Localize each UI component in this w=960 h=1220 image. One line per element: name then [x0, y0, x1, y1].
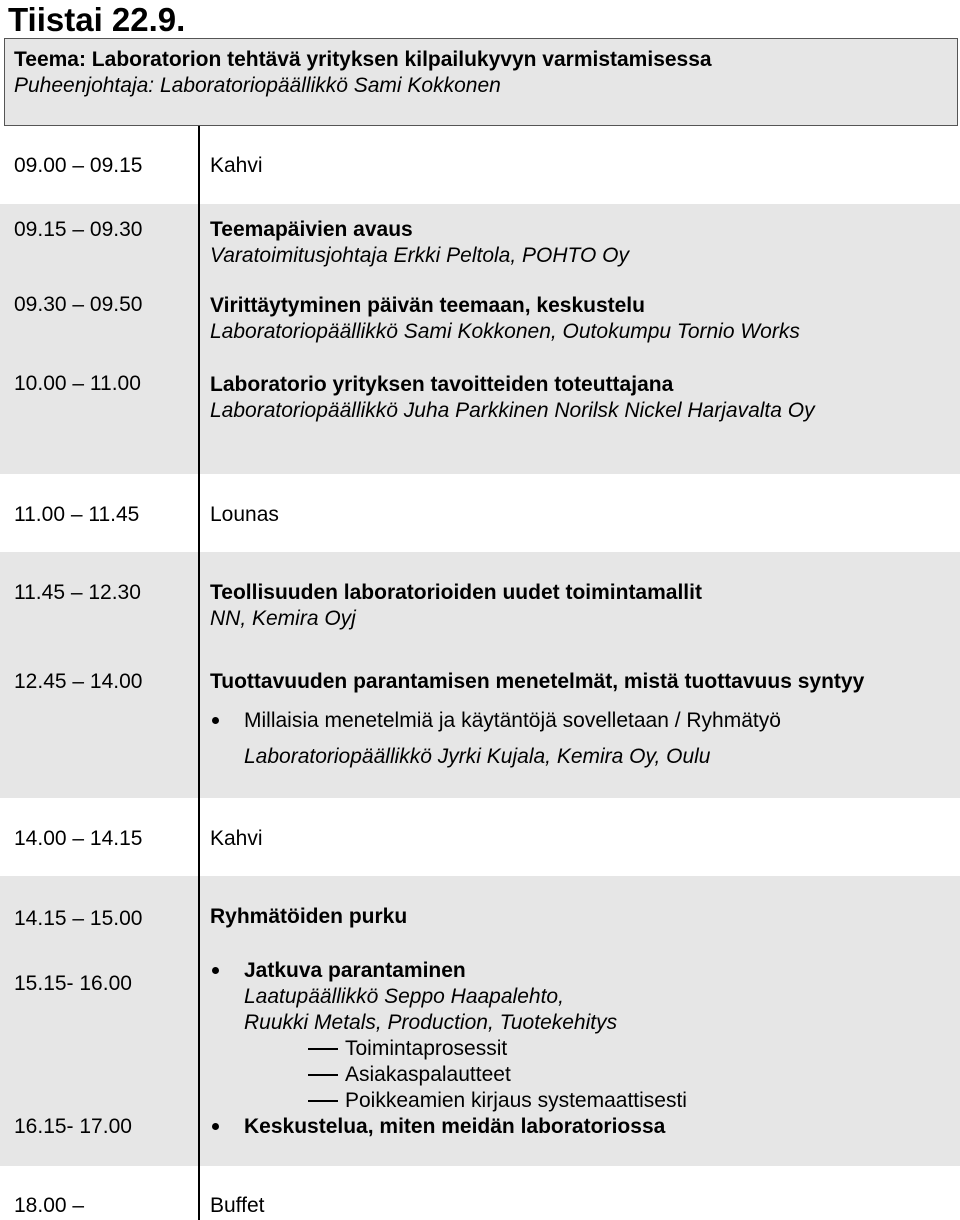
session-speaker: Varatoimitusjohtaja Erkki Peltola, POHTO Oy [210, 244, 629, 267]
dash-icon [308, 1074, 338, 1076]
sub-item: Asiakaspalautteet [345, 1063, 511, 1086]
session-title: Teemapäivien avaus [210, 218, 413, 241]
bullet-icon [212, 1123, 219, 1130]
session-title: Ryhmätöiden purku [210, 905, 408, 928]
time-label: 15.15- 16.00 [14, 972, 132, 995]
session-title: Kahvi [210, 827, 263, 850]
time-label: 09.00 – 09.15 [14, 154, 143, 177]
session-title: Buffet [210, 1194, 265, 1217]
bullet-icon [212, 967, 219, 974]
time-label: 12.45 – 14.00 [14, 670, 143, 693]
session-title: Tuottavuuden parantamisen menetelmät, mistä tuottavuus syntyy [210, 670, 865, 693]
time-label: 11.00 – 11.45 [14, 503, 140, 526]
time-label: 18.00 – [14, 1194, 85, 1217]
session-speaker: NN, Kemira Oyj [210, 607, 356, 630]
session-bullet-text: Jatkuva parantaminen [244, 959, 466, 982]
session-bullet-text: Keskustelua, miten meidän laboratoriossa [244, 1115, 666, 1138]
session-speaker: Ruukki Metals, Production, Tuotekehitys [244, 1011, 618, 1034]
session-title: Laboratorio yrityksen tavoitteiden toteuttajana [210, 373, 674, 396]
session-title: Teollisuuden laboratorioiden uudet toimintamallit [210, 581, 702, 604]
sub-item: Toimintaprosessit [345, 1037, 508, 1060]
theme-text: Teema: Laboratorion tehtävä yrityksen kilpailukyvyn varmistamisessa [14, 48, 712, 71]
time-label: 11.45 – 12.30 [14, 581, 141, 604]
chair-text: Puheenjohtaja: Laboratoriopäällikkö Sami Kokkonen [14, 74, 501, 97]
sub-item: Poikkeamien kirjaus systemaattisesti [345, 1089, 687, 1112]
dash-icon [308, 1048, 338, 1050]
time-label: 16.15- 17.00 [14, 1115, 132, 1138]
session-title: Virittäytyminen päivän teemaan, keskustelu [210, 294, 645, 317]
page-title: Tiistai 22.9. [8, 1, 186, 38]
session-title: Kahvi [210, 154, 263, 177]
session-speaker: Laboratoriopäällikkö Jyrki Kujala, Kemira Oy, Oulu [244, 745, 711, 768]
column-divider [198, 126, 200, 1220]
time-label: 09.30 – 09.50 [14, 293, 143, 316]
time-label: 09.15 – 09.30 [14, 218, 143, 241]
session-title: Lounas [210, 503, 279, 526]
bullet-icon [212, 717, 219, 724]
session-bullet-text: Millaisia menetelmiä ja käytäntöjä sovelletaan / Ryhmätyö [244, 709, 781, 732]
time-label: 10.00 – 11.00 [14, 372, 141, 395]
dash-icon [308, 1100, 338, 1102]
session-speaker: Laboratoriopäällikkö Juha Parkkinen Norilsk Nickel Harjavalta Oy [210, 399, 815, 422]
time-label: 14.15 – 15.00 [14, 907, 143, 930]
session-speaker: Laatupäällikkö Seppo Haapalehto, [244, 985, 564, 1008]
session-speaker: Laboratoriopäällikkö Sami Kokkonen, Outokumpu Tornio Works [210, 320, 800, 343]
time-label: 14.00 – 14.15 [14, 827, 143, 850]
